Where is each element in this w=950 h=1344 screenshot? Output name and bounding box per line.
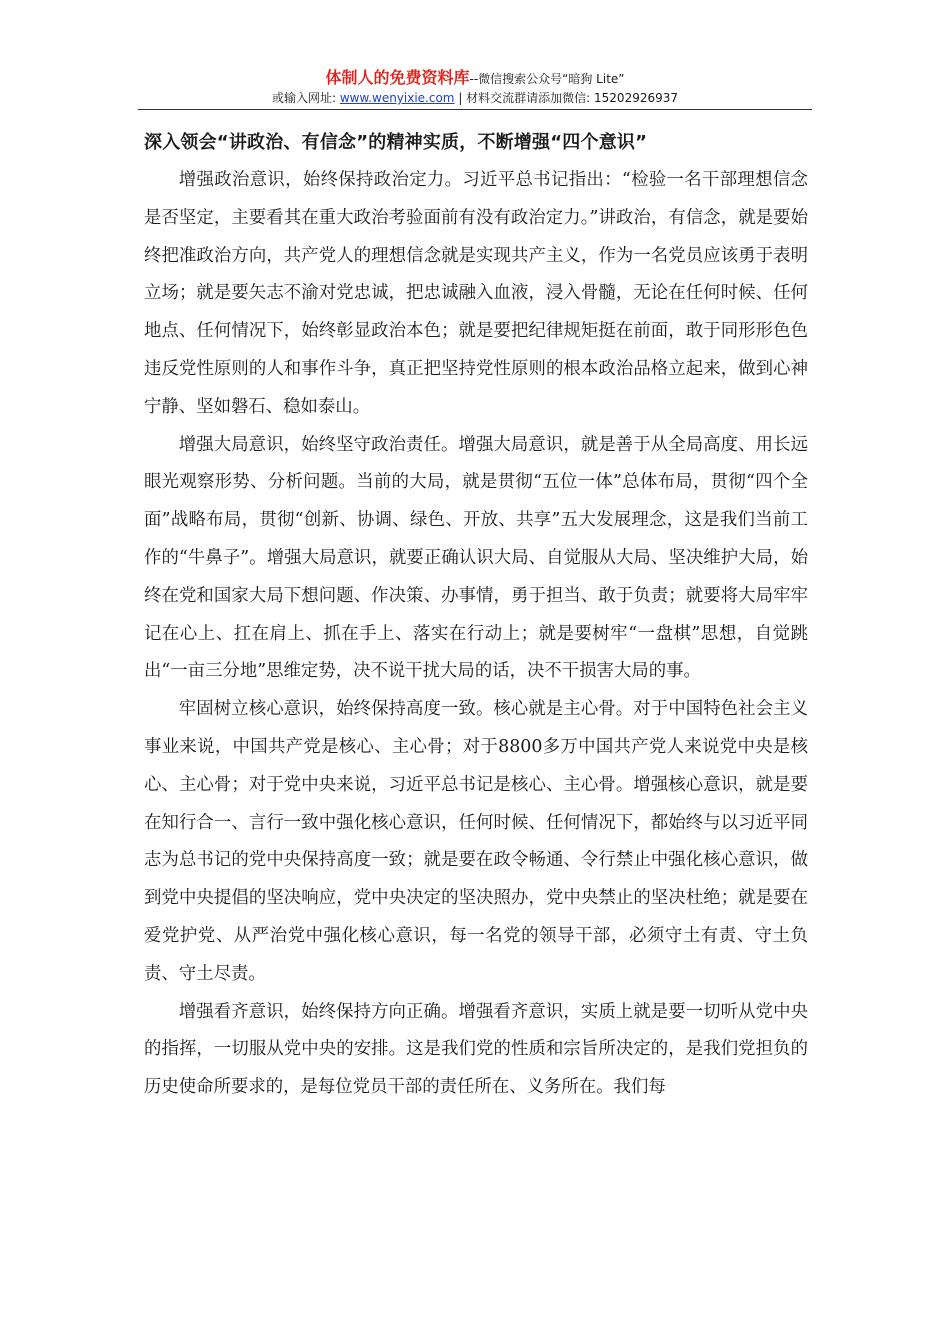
header-site-link[interactable]: www.wenyixie.com	[339, 91, 455, 105]
article-title: 深入领会“讲政治、有信念”的精神实质，不断增强“四个意识”	[144, 132, 648, 153]
header-brand: 体制人的免费资料库	[325, 68, 470, 87]
header-url-prefix: 或输入网址:	[271, 91, 340, 105]
page-header	[138, 68, 812, 107]
header-divider	[138, 109, 812, 110]
paragraph-political-awareness: 增强政治意识，始终保持政治定力。习近平总书记指出：“检验一名干部理想信念是否坚定，主要看其在重大政治考验面前有没有政治定力。”讲政治，有信念，就是要始终把准政治方向，共产党人的理想信念就是实现共产主义，作为一名党员应该勇于表明立场；就是要矢志不渝对党忠诚，把忠诚融入血液，浸入骨髓，无论在任何时候、任何地点、任何情况下，始终彰显政治本色；就是要把纪律规矩挺在前面，敢于同形形色色违反党性原则的人和事作斗争，真正把坚持党性原则的根本政治品格立起来，做到心神宁静、坚如磐石、稳如泰山。	[144, 170, 808, 417]
header-contact-line	[138, 89, 812, 107]
header-contact: | 材料交流群请添加微信: 15202926937	[454, 91, 679, 105]
article-body	[144, 124, 808, 1107]
paragraph-alignment-awareness: 增强看齐意识，始终保持方向正确。增强看齐意识，实质上就是要一切听从党中央的指挥，一切服从党中央的安排。这是我们党的性质和宗旨所决定的，是我们党担负的历史使命所要求的，是每位党员干部的责任所在、义务所在。我们每	[144, 1001, 808, 1098]
header-promo-line	[138, 68, 812, 89]
paragraph-core-awareness: 牢固树立核心意识，始终保持高度一致。核心就是主心骨。对于中国特色社会主义事业来说，中国共产党是核心、主心骨；对于8800多万中国共产党人来说党中央是核心、主心骨；对于党中央来说，习近平总书记是核心、主心骨。增强核心意识，就是要在知行合一、言行一致中强化核心意识，任何时候、任何情况下，都始终与以习近平同志为总书记的党中央保持高度一致；就是要在政令畅通、令行禁止中强化核心意识，做到党中央提倡的坚决响应，党中央决定的坚决照办，党中央禁止的坚决杜绝；就是要在爱党护党、从严治党中强化核心意识，每一名党的领导干部，必须守土有责、守土负责、守土尽责。	[144, 699, 808, 984]
header-wechat-note: --微信搜索公众号“暗狗 Lite”	[469, 72, 625, 86]
paragraph-overall-awareness: 增强大局意识，始终坚守政治责任。增强大局意识，就是善于从全局高度、用长远眼光观察形势、分析问题。当前的大局，就是贯彻“五位一体”总体布局，贯彻“四个全面”战略布局，贯彻“创新、协调、绿色、开放、共享”五大发展理念，这是我们当前工作的“牛鼻子”。增强大局意识，就要正确认识大局、自觉服从大局、坚决维护大局，始终在党和国家大局下想问题、作决策、办事情，勇于担当、敢于负责；就要将大局牢牢记在心上、扛在肩上、抓在手上、落实在行动上；就是要树牢“一盘棋”思想，自觉跳出“一亩三分地”思维定势，决不说干扰大局的话，决不干损害大局的事。	[144, 434, 808, 682]
